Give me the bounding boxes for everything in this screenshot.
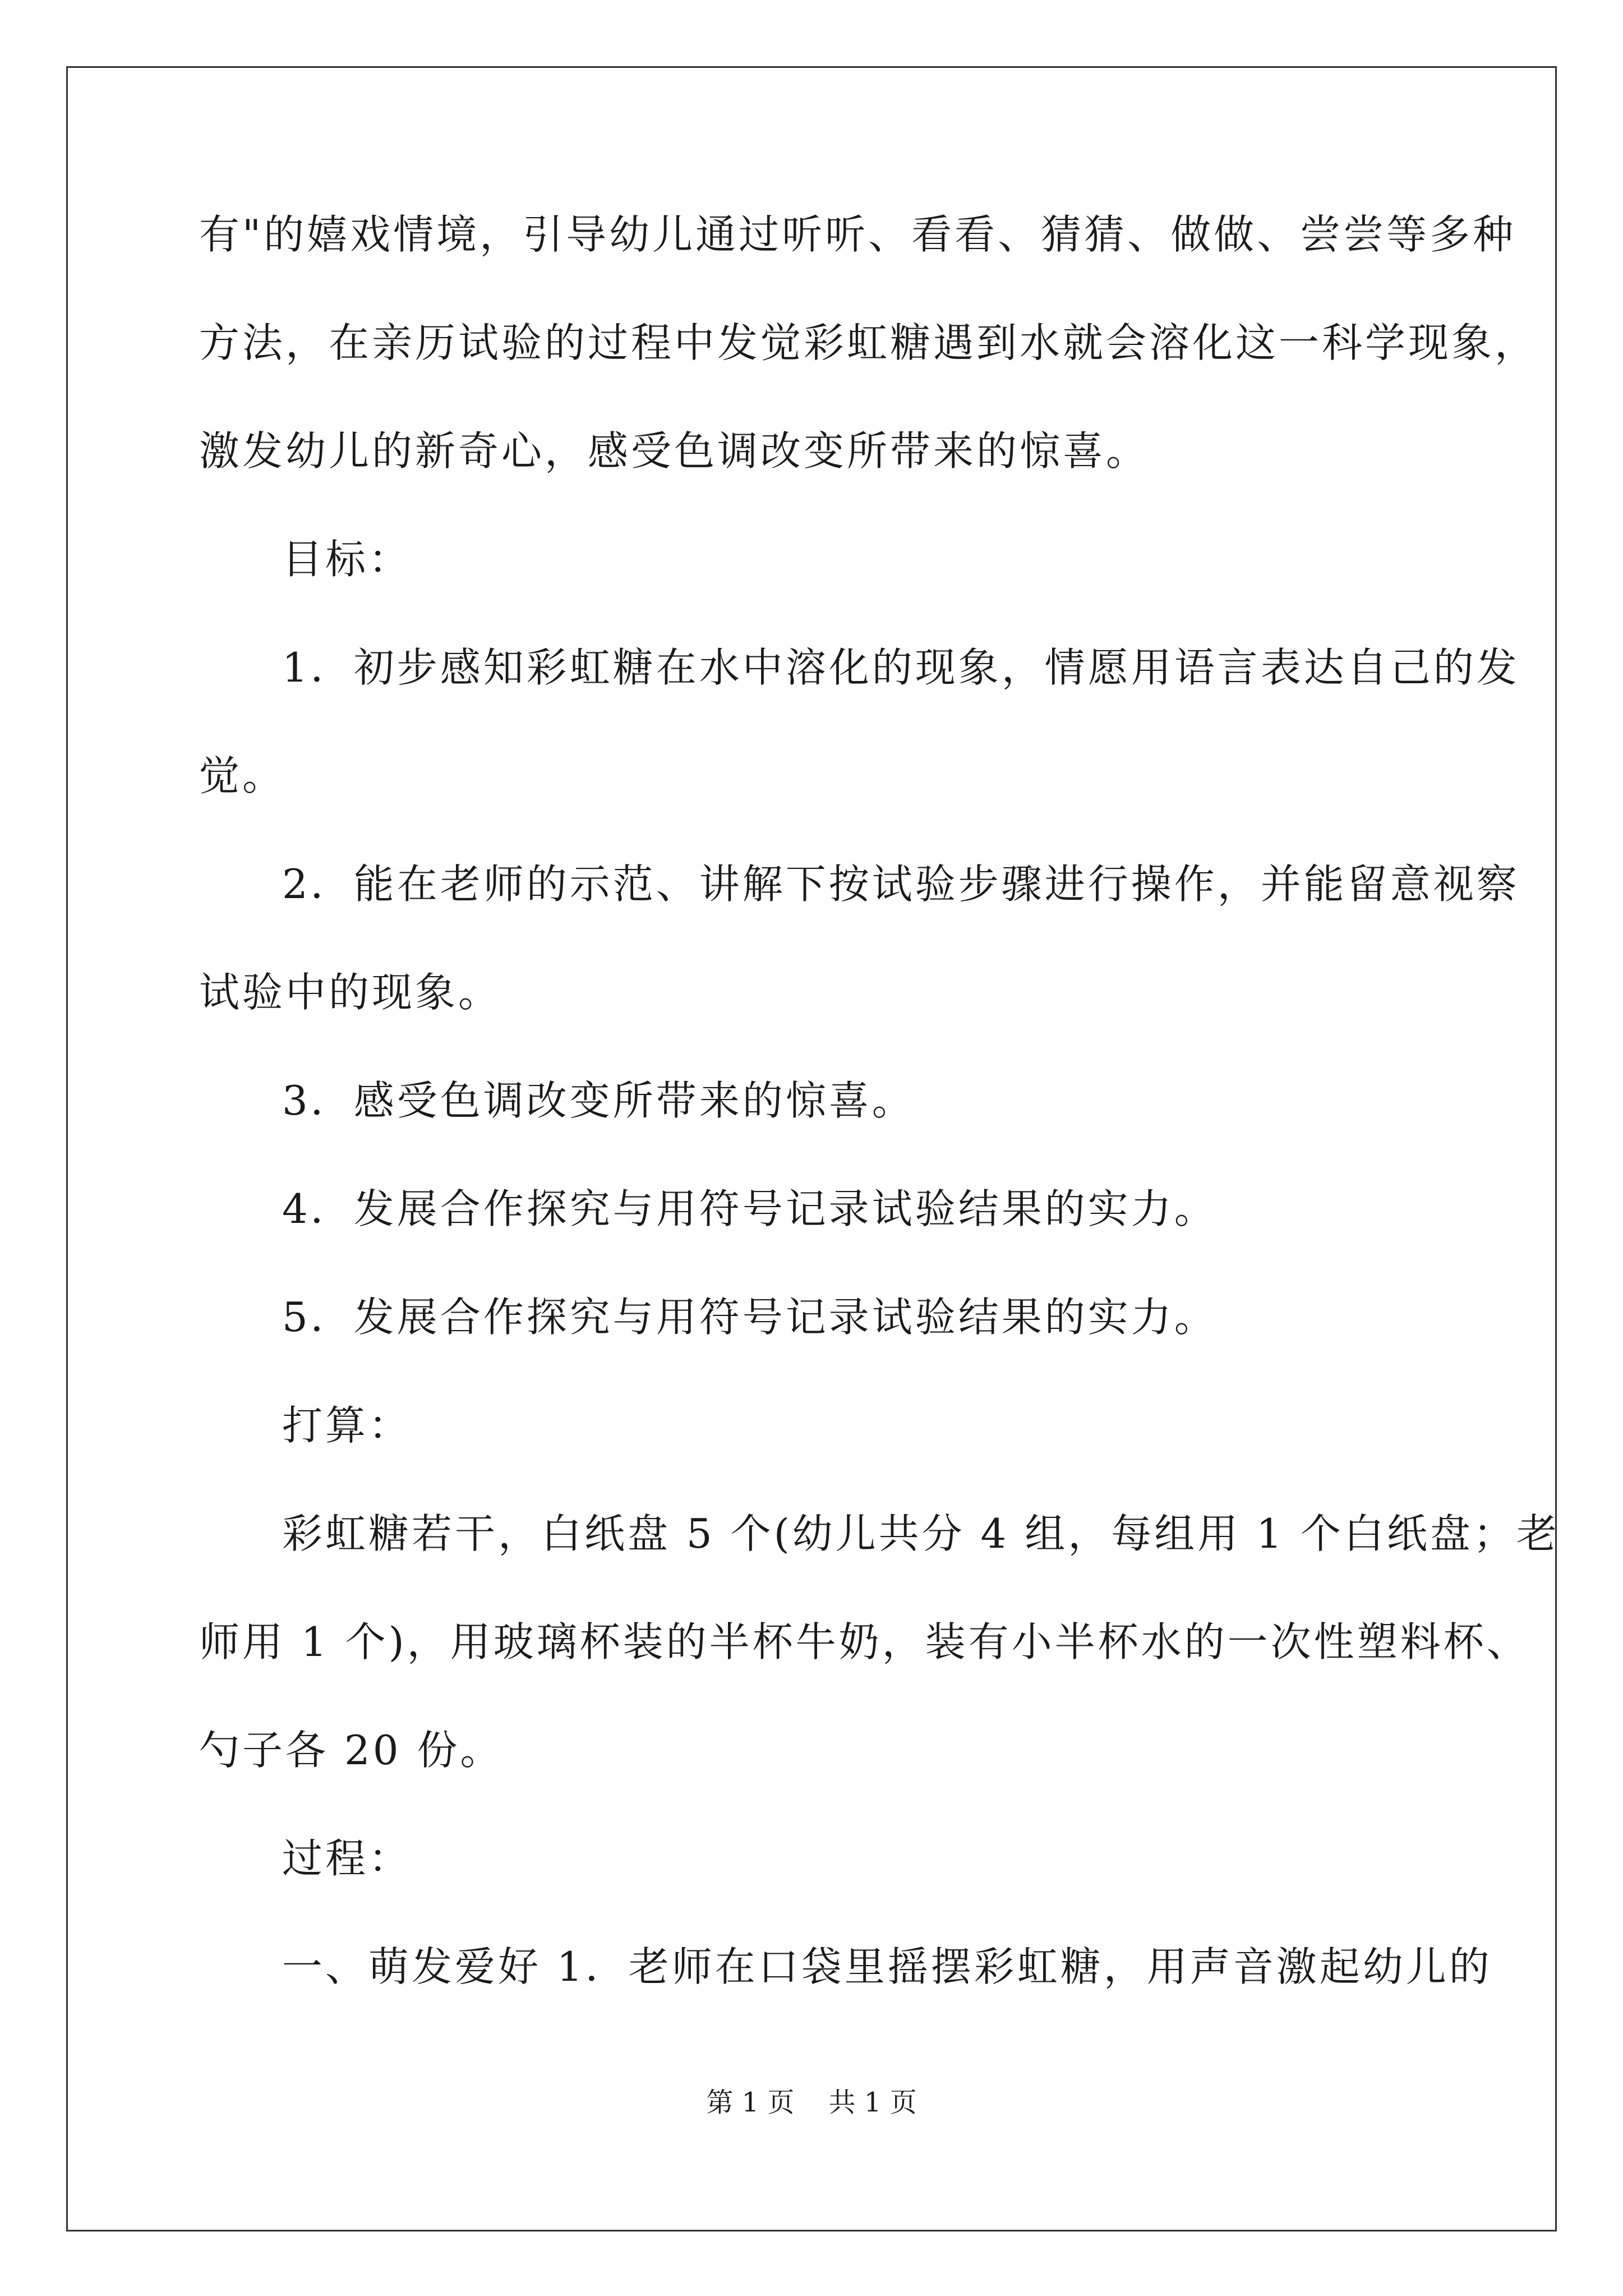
document-line: 2．能在老师的示范、讲解下按试验步骤进行操作，并能留意视察 [282,861,1520,908]
document-line: 一、萌发爱好 1．老师在口袋里摇摆彩虹糖，用声音激起幼儿的 [282,1943,1492,1990]
document-line: 勺子各 20 份。 [199,1727,504,1774]
document-line: 彩虹糖若干，白纸盘 5 个(幼儿共分 4 组，每组用 1 个白纸盘；老 [282,1510,1560,1557]
document-line: 1．初步感知彩虹糖在水中溶化的现象，情愿用语言表达自己的发 [282,644,1520,691]
document-line: 觉。 [199,752,286,799]
document-line: 方法，在亲历试验的过程中发觉彩虹糖遇到水就会溶化这一科学现象， [199,319,1538,366]
document-line: 试验中的现象。 [199,969,502,1016]
document-line: 4．发展合作探究与用符号记录试验结果的实力。 [282,1185,1218,1232]
document-line: 3．感受色调改变所带来的惊喜。 [282,1077,915,1124]
document-line: 激发幼儿的新奇心，感受色调改变所带来的惊喜。 [199,427,1150,475]
document-line: 过程： [282,1835,412,1882]
document-line: 打算： [282,1402,412,1449]
document-line: 目标： [282,536,412,583]
page-frame [66,66,1557,2231]
document-line: 5．发展合作探究与用符号记录试验结果的实力。 [282,1294,1218,1341]
document-line: 有"的嬉戏情境，引导幼儿通过听听、看看、猜猜、做做、尝尝等多种 [199,211,1516,258]
document-line: 师用 1 个)，用玻璃杯装的半杯牛奶，装有小半杯水的一次性塑料杯、 [199,1618,1530,1665]
page-footer: 第 1 页 共 1 页 [706,2087,917,2118]
